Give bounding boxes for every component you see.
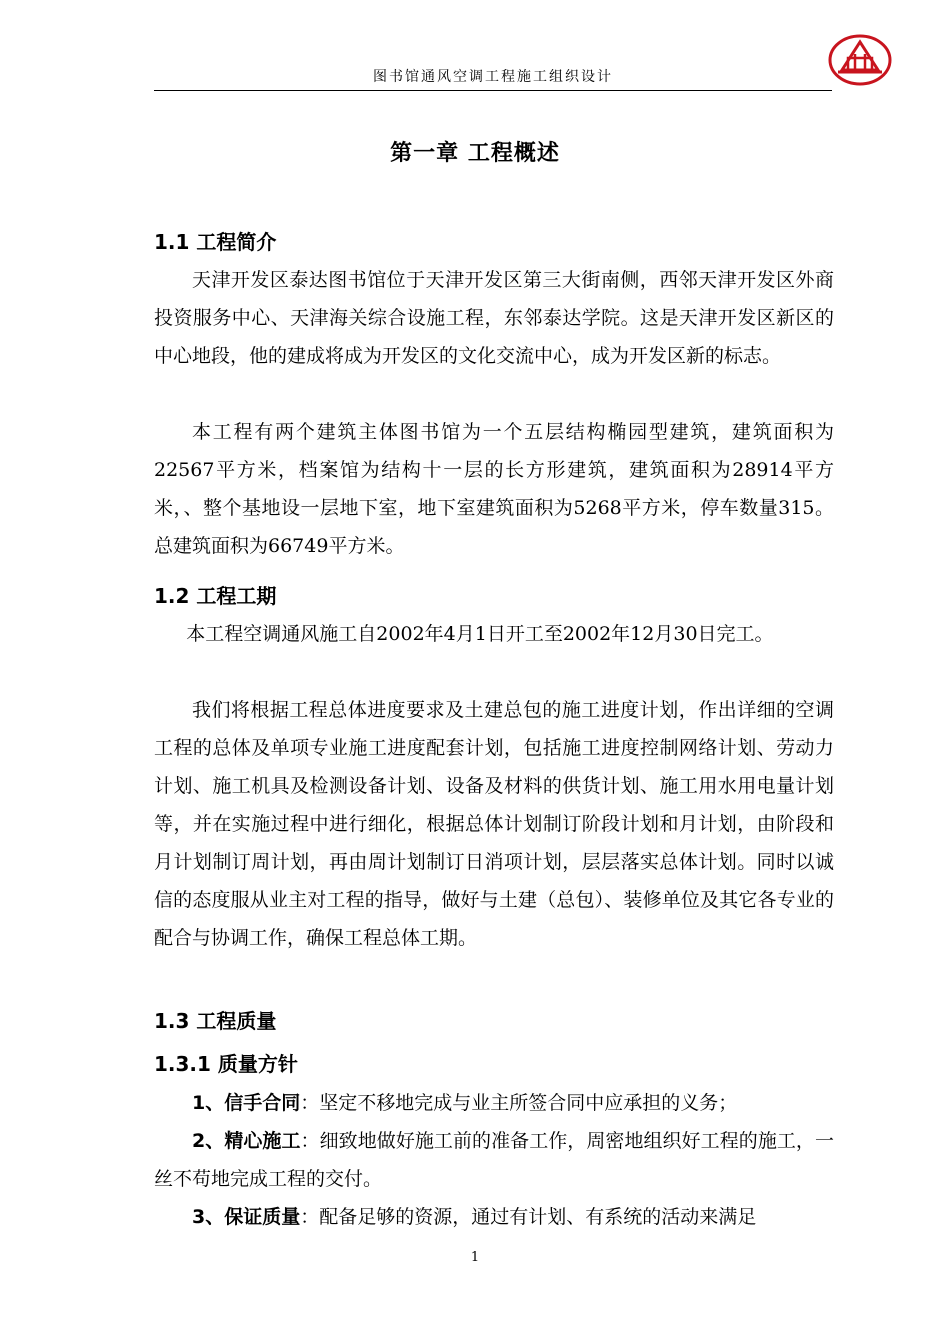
paragraph-schedule-1: 本工程空调通风施工自2002年4月1日开工至2002年12月30日完工。	[186, 623, 774, 645]
quality-item-1-sep: ：	[300, 1092, 320, 1114]
section-heading-1-2: 1.2 工程工期	[154, 584, 277, 608]
quality-item-2	[154, 1122, 834, 1198]
paragraph-intro-1: 天津开发区泰达图书馆位于天津开发区第三大街南侧，西邻天津开发区外商投资服务中心、天津海关综合设施工程，东邻泰达学院。这是天津开发区新区的中心地段，他的建成将成为开发区的文化交流中心，成为开发区新的标志。	[154, 269, 834, 367]
page-header	[154, 66, 832, 91]
paragraph-intro-2: 本工程有两个建筑主体图书馆为一个五层结构椭园型建筑，建筑面积为22567平方米，档案馆为结构十一层的长方形建筑，建筑面积为28914平方米，、整个基地设一层地下室，地下室建筑面积为5268平方米，停车数量315。总建筑面积为66749平方米。	[154, 421, 834, 557]
company-seal-logo-icon	[828, 30, 892, 86]
quality-item-2-sep: ：	[300, 1130, 320, 1152]
section-heading-1-1: 1.1 工程简介	[154, 230, 277, 254]
quality-item-3-sep: ：	[300, 1206, 320, 1228]
quality-item-2-label: 2、精心施工	[192, 1130, 301, 1152]
page-number: 1	[470, 1250, 480, 1265]
quality-item-1	[154, 1084, 834, 1122]
quality-item-3-text: 配备足够的资源，通过有计划、有系统的活动来满足	[319, 1206, 757, 1228]
quality-item-3	[154, 1198, 834, 1236]
paragraph-schedule-2: 我们将根据工程总体进度要求及土建总包的施工进度计划，作出详细的空调工程的总体及单项专业施工进度配套计划，包括施工进度控制网络计划、劳动力计划、施工机具及检测设备计划、设备及材料的供货计划、施工用水用电量计划等，并在实施过程中进行细化，根据总体计划制订阶段计划和月计划，由阶段和月计划制订周计划，再由周计划制订日消项计划，层层落实总体计划。同时以诚信的态度服从业主对工程的指导，做好与土建（总包）、装修单位及其它各专业的配合与协调工作，确保工程总体工期。	[154, 699, 834, 949]
chapter-title: 第一章 工程概述	[390, 141, 560, 166]
quality-item-3-label: 3、保证质量	[192, 1206, 301, 1228]
header-title: 图书馆通风空调工程施工组织设计	[373, 69, 613, 85]
quality-item-2-text: 细致地做好施工前的准备工作，周密地组织好工程的施工，一丝不苟地完成工程的交付。	[154, 1130, 834, 1190]
subsection-heading-1-3-1: 1.3.1 质量方针	[154, 1052, 298, 1076]
section-heading-1-3: 1.3 工程质量	[154, 1009, 277, 1033]
quality-item-1-label: 1、信手合同	[192, 1092, 301, 1114]
quality-item-1-text: 坚定不移地完成与业主所签合同中应承担的义务；	[319, 1092, 738, 1114]
